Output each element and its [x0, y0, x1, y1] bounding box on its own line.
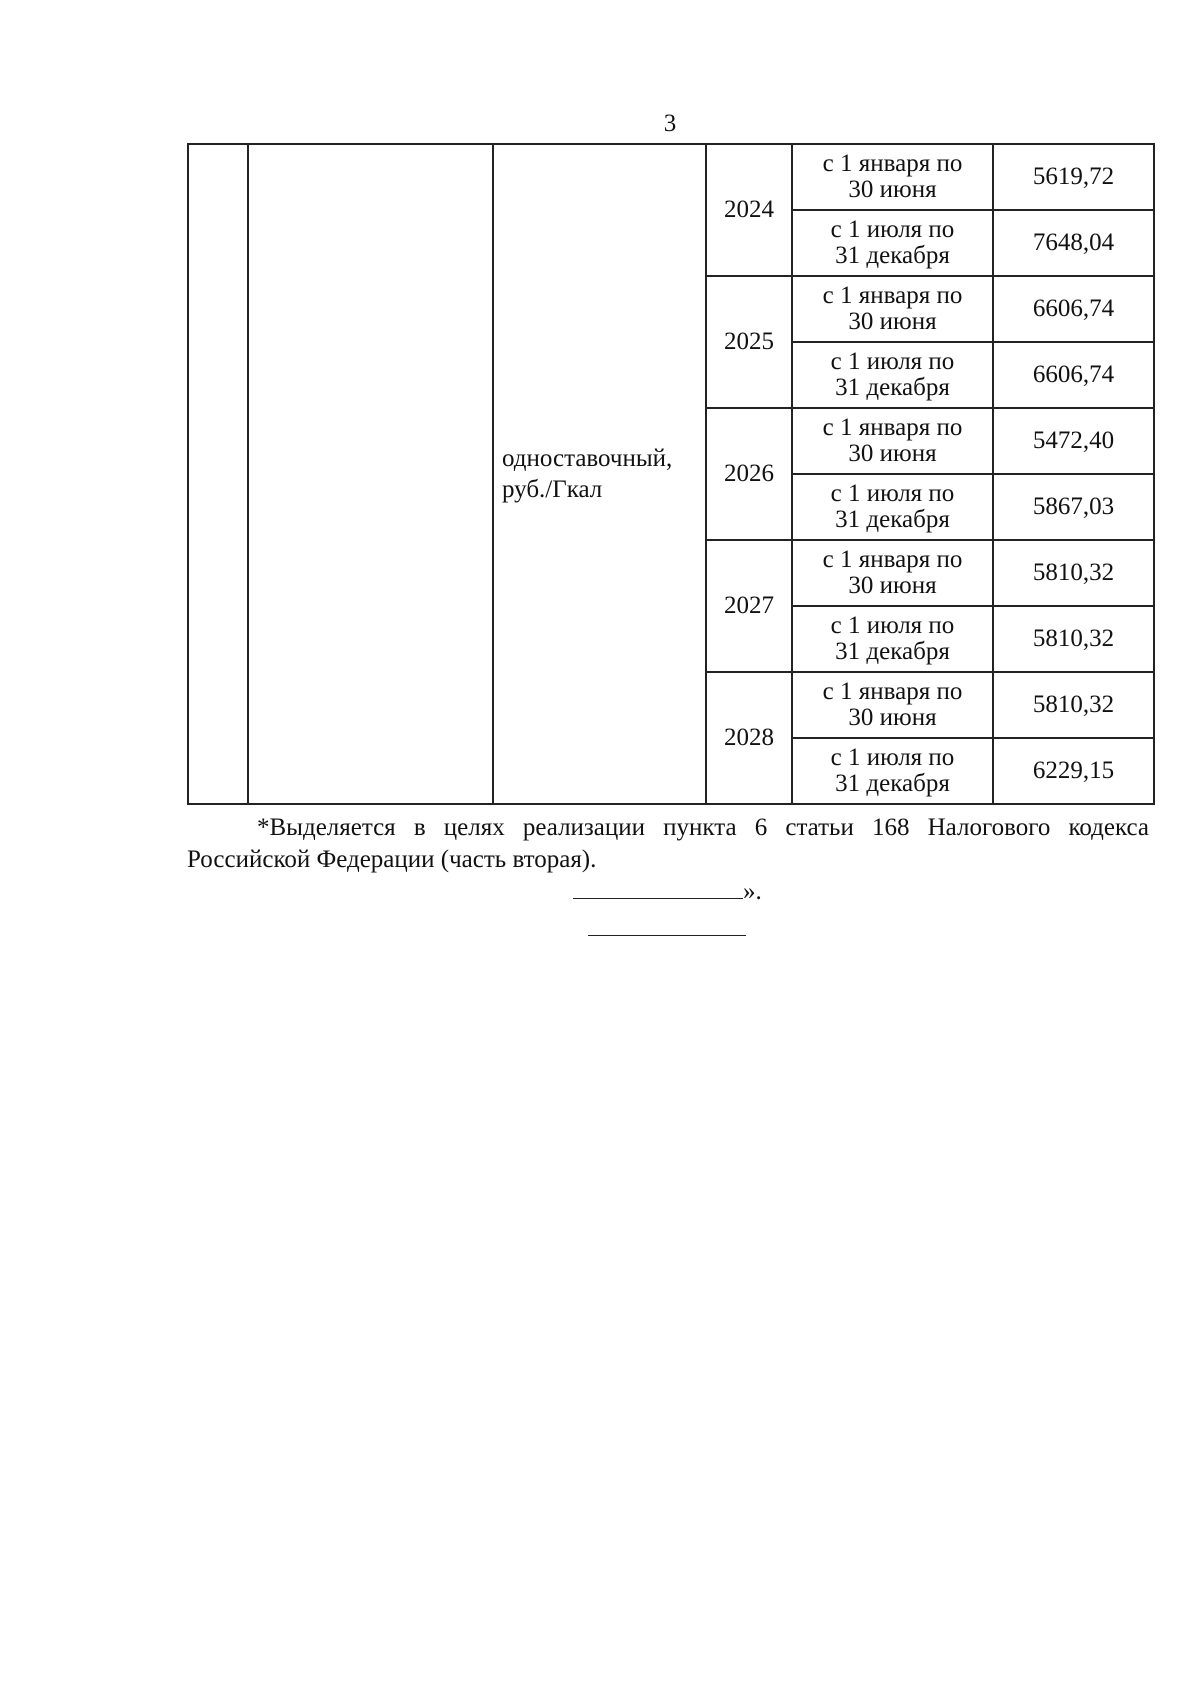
value-cell: 5810,32 [993, 540, 1154, 606]
period-cell [792, 408, 993, 474]
year-cell: 2028 [706, 672, 792, 804]
period-line: 30 июня [848, 440, 937, 467]
period-line: 30 июня [848, 572, 937, 599]
period-cell [792, 210, 993, 276]
value-cell: 5810,32 [993, 672, 1154, 738]
period-line: с 1 января по [822, 546, 963, 573]
year-cell: 2026 [706, 408, 792, 540]
footnote: *Выделяется в целях реализации пункта 6 статьи 168 Налогового кодекса Российской Федерации (часть вторая). [187, 814, 1149, 873]
organization-cell [248, 144, 493, 804]
value-cell: 5867,03 [993, 474, 1154, 540]
value-cell: 5472,40 [993, 408, 1154, 474]
period-line: с 1 января по [822, 414, 963, 441]
period-line: 30 июня [848, 308, 937, 335]
value-cell: 6229,15 [993, 738, 1154, 804]
period-line: 30 июня [848, 704, 937, 731]
period-line: 31 декабря [835, 770, 950, 797]
year-cell: 2027 [706, 540, 792, 672]
value-cell: 6606,74 [993, 342, 1154, 408]
tariff-table [187, 143, 1155, 805]
value-cell: 5619,72 [993, 144, 1154, 210]
period-line: 31 декабря [835, 506, 950, 533]
closing-mark [573, 876, 762, 907]
end-divider [588, 935, 746, 936]
page-number: 3 [663, 110, 677, 137]
period-cell [792, 144, 993, 210]
table-row [188, 144, 1154, 210]
period-cell [792, 606, 993, 672]
row-number-cell [188, 144, 248, 804]
year-cell: 2025 [706, 276, 792, 408]
period-cell [792, 540, 993, 606]
period-line: с 1 июля по [830, 480, 955, 507]
period-line: с 1 июля по [830, 612, 955, 639]
period-line: 30 июня [848, 176, 937, 203]
tariff-type-cell: одноставочный, руб./Гкал [493, 144, 706, 804]
period-line: с 1 января по [822, 282, 963, 309]
period-line: 31 декабря [835, 638, 950, 665]
value-cell: 7648,04 [993, 210, 1154, 276]
period-line: с 1 января по [822, 150, 963, 177]
year-cell: 2024 [706, 144, 792, 276]
period-line: с 1 января по [822, 678, 963, 705]
period-cell [792, 276, 993, 342]
value-cell: 5810,32 [993, 606, 1154, 672]
blank-line [573, 876, 743, 899]
period-line: с 1 июля по [830, 744, 955, 771]
period-line: 31 декабря [835, 374, 950, 401]
period-line: 31 декабря [835, 242, 950, 269]
period-line: с 1 июля по [830, 348, 955, 375]
period-cell [792, 672, 993, 738]
period-line: с 1 июля по [830, 216, 955, 243]
period-cell [792, 474, 993, 540]
period-cell [792, 342, 993, 408]
closing-quote: ». [743, 878, 762, 905]
period-cell [792, 738, 993, 804]
value-cell: 6606,74 [993, 276, 1154, 342]
